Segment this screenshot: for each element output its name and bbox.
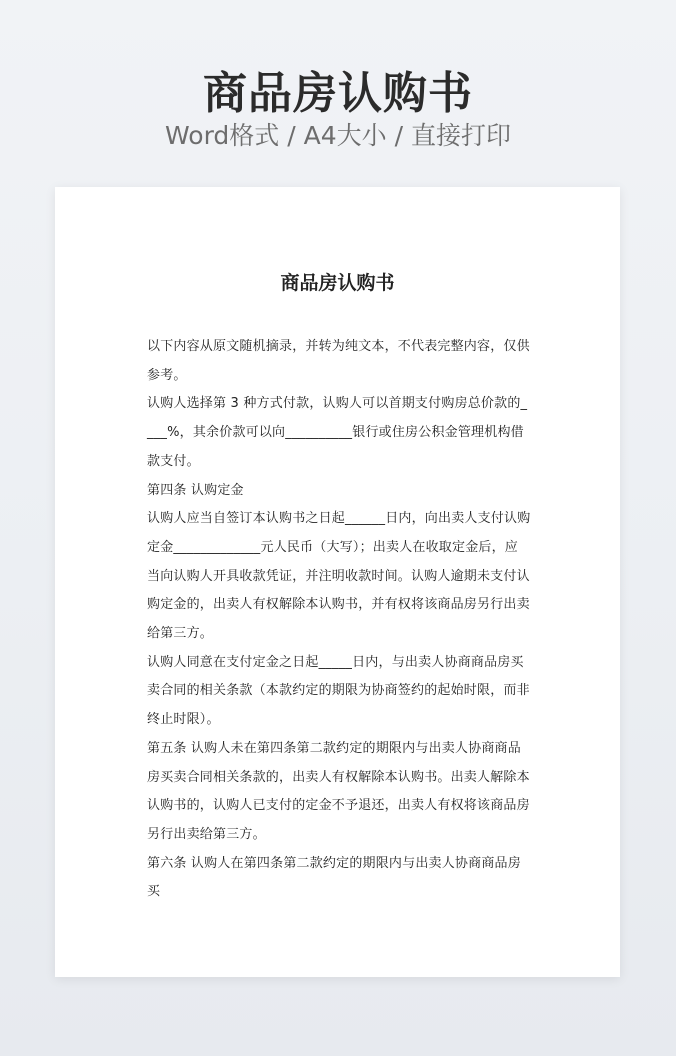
document-body xyxy=(147,333,531,907)
heading-article-4: 第四条 认购定金 xyxy=(147,482,244,498)
paragraph-article-5: 第五条 认购人未在第四条第二款约定的期限内与出卖人协商商品房买卖合同相关条款的，出卖人有权解除本认购书。出卖人解除本认购书的，认购人已支付的定金不予退还，出卖人有权将该商品房另行出卖给第三方。 xyxy=(147,740,530,842)
document-page xyxy=(55,187,620,977)
paragraph-deposit: 认购人应当自签订本认购书之日起______日内，向出卖人支付认购定金_____________元人民币（大写）；出卖人在收取定金后，应当向认购人开具收款凭证，并注明收款时间。认购人逾期未支付认购定金的，出卖人有权解除本认购书，并有权将该商品房另行出卖给第三方。 xyxy=(147,511,531,642)
paragraph-payment: 认购人选择第 3 种方式付款，认购人可以首期支付购房总价款的____%，其余价款可以向__________银行或住房公积金管理机构借款支付。 xyxy=(147,396,528,469)
paragraph-article-6: 第六条 认购人在第四条第二款约定的期限内与出卖人协商商品房买 xyxy=(147,855,521,900)
page-title: 商品房认购书 xyxy=(203,68,473,119)
document-title: 商品房认购书 xyxy=(280,272,395,294)
page-subtitle: Word格式 / A4大小 / 直接打印 xyxy=(165,121,511,150)
paragraph-negotiation: 认购人同意在支付定金之日起_____日内，与出卖人协商商品房买卖合同的相关条款（本款约定的期限为协商签约的起始时限，而非终止时限）。 xyxy=(147,654,530,728)
paragraph-intro: 以下内容从原文随机摘录，并转为纯文本，不代表完整内容，仅供参考。 xyxy=(147,339,530,383)
